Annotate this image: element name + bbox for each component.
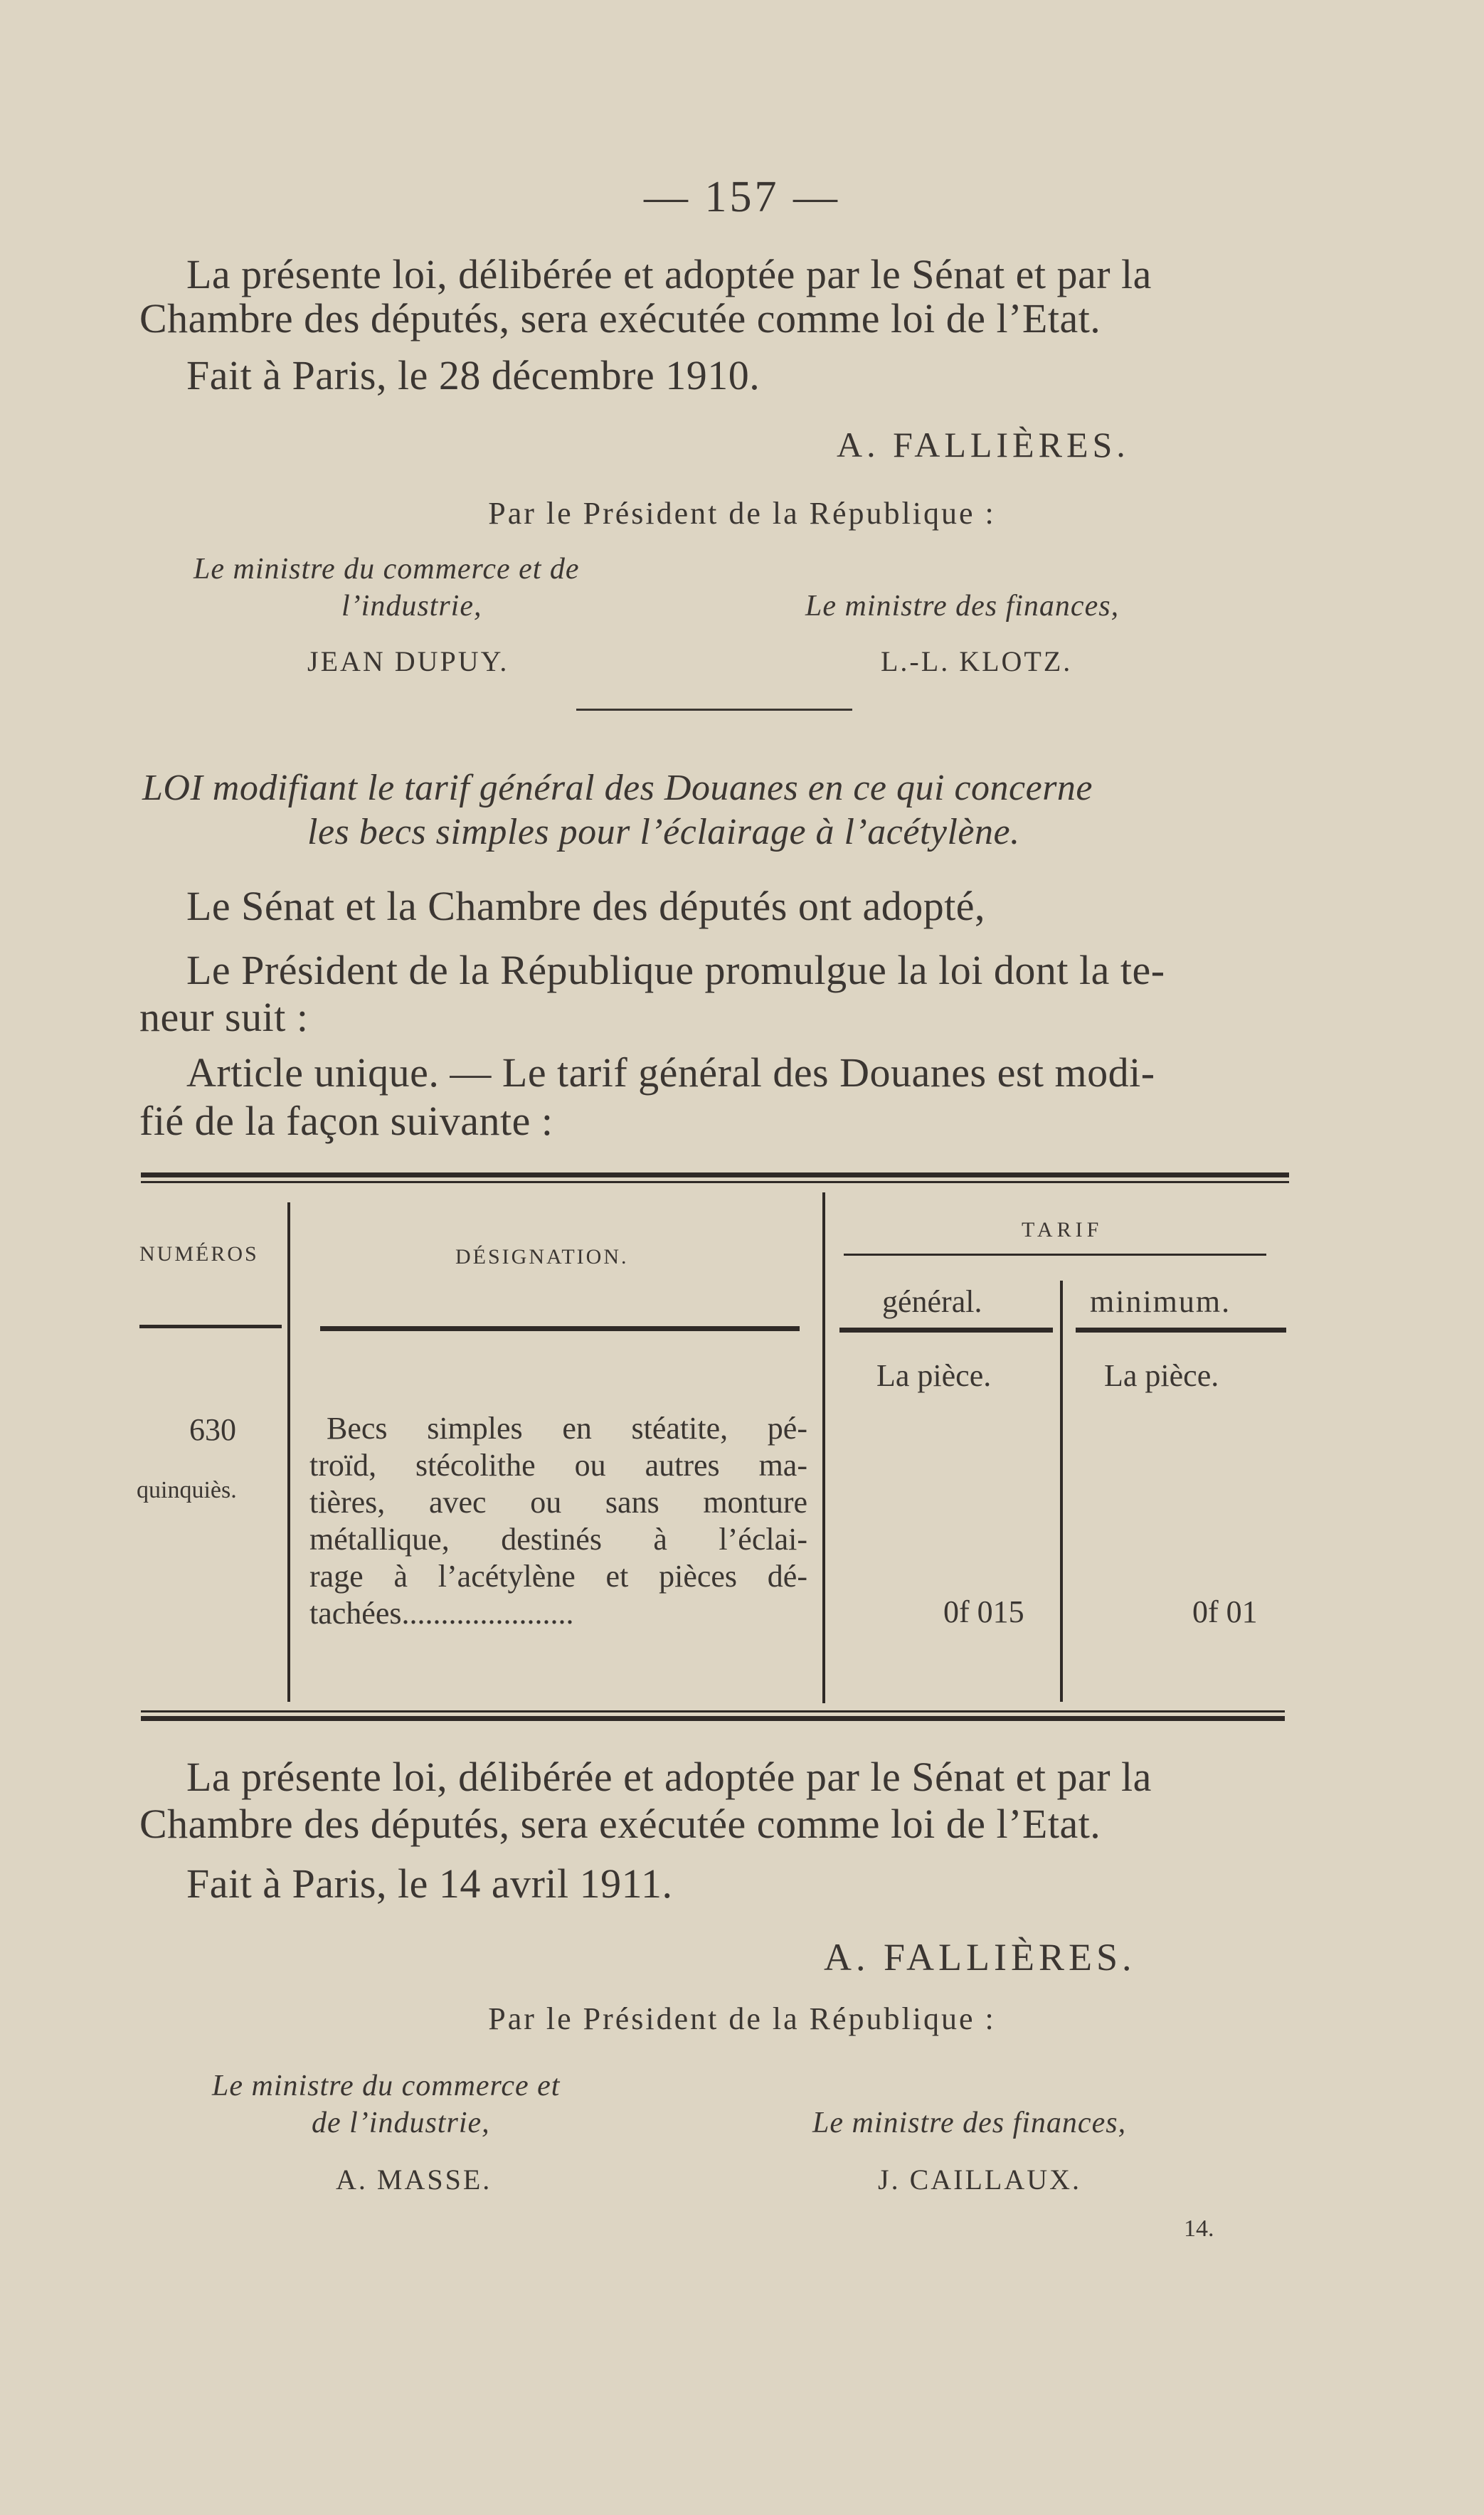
header-general: général. (882, 1284, 982, 1319)
text-line: La présente loi, délibérée et adoptée par le Sénat et par la (186, 251, 1152, 297)
signature-president: A. FALLIÈRES. (824, 1936, 1136, 1979)
column-divider (287, 1202, 290, 1702)
row-designation (309, 1410, 807, 1632)
row-tarif-general: 0f 015 (943, 1594, 1024, 1629)
minister-left-title: Le ministre du commerce et (212, 2070, 561, 2102)
column-divider (1060, 1281, 1063, 1702)
header-designation: DÉSIGNATION. (455, 1245, 629, 1269)
par-le-president: Par le Président de la République : (488, 496, 996, 531)
header-rule (1076, 1328, 1286, 1333)
designation-line: rage à l’acétylène et pièces dé- (309, 1559, 807, 1594)
signature-president: A. FALLIÈRES. (837, 425, 1130, 465)
table-bottom-rule (141, 1716, 1285, 1721)
text-line: Chambre des députés, sera exécutée comme loi de l’Etat. (139, 1801, 1101, 1847)
text-line: Fait à Paris, le 28 décembre 1910. (186, 352, 760, 398)
table-top-rule (141, 1172, 1289, 1177)
text-line: Le Président de la République promulgue la loi dont la te- (186, 947, 1165, 993)
header-rule (139, 1325, 282, 1328)
designation-line: Becs simples en stéatite, pé- (327, 1411, 807, 1446)
header-tarif: TARIF (1022, 1218, 1103, 1241)
minister-right-name: J. CAILLAUX. (878, 2164, 1081, 2196)
text-line: Le Sénat et la Chambre des députés ont adopté, (186, 883, 986, 929)
text-line: Fait à Paris, le 14 avril 1911. (186, 1860, 673, 1907)
text-line: fié de la façon suivante : (139, 1098, 553, 1144)
minister-left-title-cont: de l’industrie, (312, 2107, 490, 2139)
unit-general: La pièce. (876, 1358, 992, 1393)
text-line: neur suit : (139, 994, 309, 1040)
designation-line: tachées...................... (309, 1596, 574, 1631)
minister-left-title-cont: l’industrie, (341, 590, 482, 623)
signature-mark: 14. (1184, 2215, 1214, 2242)
header-rule (320, 1326, 800, 1331)
table-top-rule-thin (141, 1181, 1289, 1183)
minister-left-name: JEAN DUPUY. (307, 645, 509, 677)
page-number: — 157 — (644, 173, 840, 221)
minister-left-name: A. MASSE. (336, 2164, 492, 2196)
row-tarif-minimum: 0f 01 (1192, 1594, 1258, 1629)
unit-minimum: La pièce. (1104, 1358, 1219, 1393)
separator (576, 709, 852, 711)
tarif-underline (844, 1254, 1266, 1256)
law-title-line-1: LOI modifiant le tarif général des Douanes en ce qui concerne (142, 768, 1093, 808)
header-minimum: minimum. (1090, 1284, 1231, 1319)
table-bottom-rule-thin (141, 1710, 1285, 1712)
law-title-line-2: les becs simples pour l’éclairage à l’acétylène. (307, 812, 1020, 852)
text-line: Article unique. — Le tarif général des Douanes est modi- (186, 1049, 1155, 1096)
designation-line: tières, avec ou sans monture (309, 1485, 807, 1520)
header-numeros: NUMÉROS (139, 1242, 259, 1266)
row-numero-sub: quinquiès. (137, 1477, 237, 1503)
par-le-president: Par le Président de la République : (488, 2001, 996, 2036)
minister-right-name: L.-L. KLOTZ. (881, 645, 1073, 677)
column-divider (822, 1192, 825, 1703)
designation-line: métallique, destinés à l’éclai- (309, 1522, 807, 1557)
row-numero: 630 (189, 1412, 236, 1447)
header-rule (839, 1328, 1053, 1333)
minister-right-title: Le ministre des finances, (812, 2107, 1127, 2139)
minister-right-title: Le ministre des finances, (805, 590, 1120, 623)
text-line: Chambre des députés, sera exécutée comme loi de l’Etat. (139, 295, 1101, 341)
text-line: La présente loi, délibérée et adoptée par le Sénat et par la (186, 1754, 1152, 1800)
designation-line: troïd, stécolithe ou autres ma- (309, 1448, 807, 1483)
minister-left-title: Le ministre du commerce et de (194, 553, 580, 586)
